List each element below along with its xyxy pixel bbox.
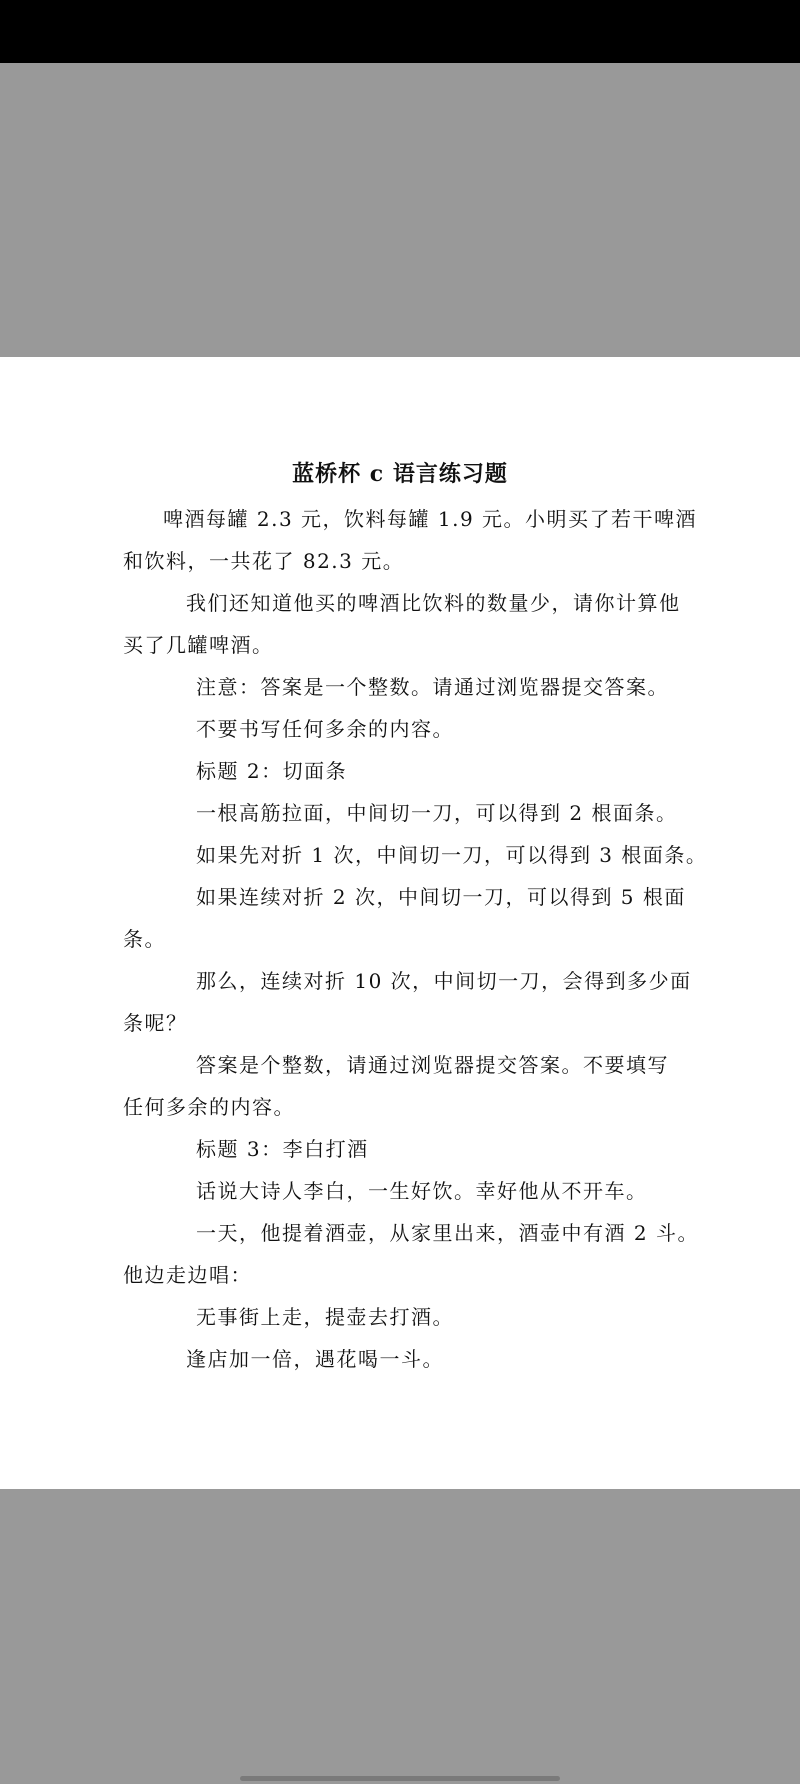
document-title: 蓝桥杯 c 语言练习题: [292, 461, 508, 487]
text-line: 和饮料，一共花了 82.3 元。: [123, 549, 405, 573]
poem-line: 无事街上走，提壶去打酒。: [196, 1305, 454, 1329]
document-page: [0, 357, 800, 1489]
section-heading: 标题 2：切面条: [196, 759, 348, 783]
text-line: 买了几罐啤酒。: [123, 633, 274, 657]
text-line: 那么，连续对折 10 次，中间切一刀，会得到多少面: [196, 969, 692, 993]
text-line: 如果先对折 1 次，中间切一刀，可以得到 3 根面条。: [196, 843, 708, 867]
text-line: 不要书写任何多余的内容。: [196, 717, 454, 741]
text-line: 答案是个整数，请通过浏览器提交答案。不要填写: [196, 1053, 669, 1077]
text-line: 他边走边唱：: [123, 1263, 252, 1287]
text-line: 一根高筋拉面，中间切一刀，可以得到 2 根面条。: [196, 801, 678, 825]
text-line: 任何多余的内容。: [123, 1095, 295, 1119]
viewer-background-bottom: [0, 1489, 800, 1784]
text-line: 啤酒每罐 2.3 元，饮料每罐 1.9 元。小明买了若干啤酒: [163, 507, 698, 531]
text-line: 如果连续对折 2 次，中间切一刀，可以得到 5 根面: [196, 885, 686, 909]
home-indicator[interactable]: [240, 1776, 560, 1781]
text-line: 注意：答案是一个整数。请通过浏览器提交答案。: [196, 675, 669, 699]
text-line: 我们还知道他买的啤酒比饮料的数量少，请你计算他: [186, 591, 681, 615]
text-line: 一天，他提着酒壶，从家里出来，酒壶中有酒 2 斗。: [196, 1221, 699, 1245]
text-line: 条。: [123, 927, 166, 951]
section-heading: 标题 3：李白打酒: [196, 1137, 369, 1161]
poem-line: 逢店加一倍，遇花喝一斗。: [186, 1347, 444, 1371]
status-bar: [0, 0, 800, 63]
text-line: 话说大诗人李白，一生好饮。幸好他从不开车。: [196, 1179, 648, 1203]
text-line: 条呢？: [123, 1011, 188, 1035]
viewer-background-top: [0, 63, 800, 357]
